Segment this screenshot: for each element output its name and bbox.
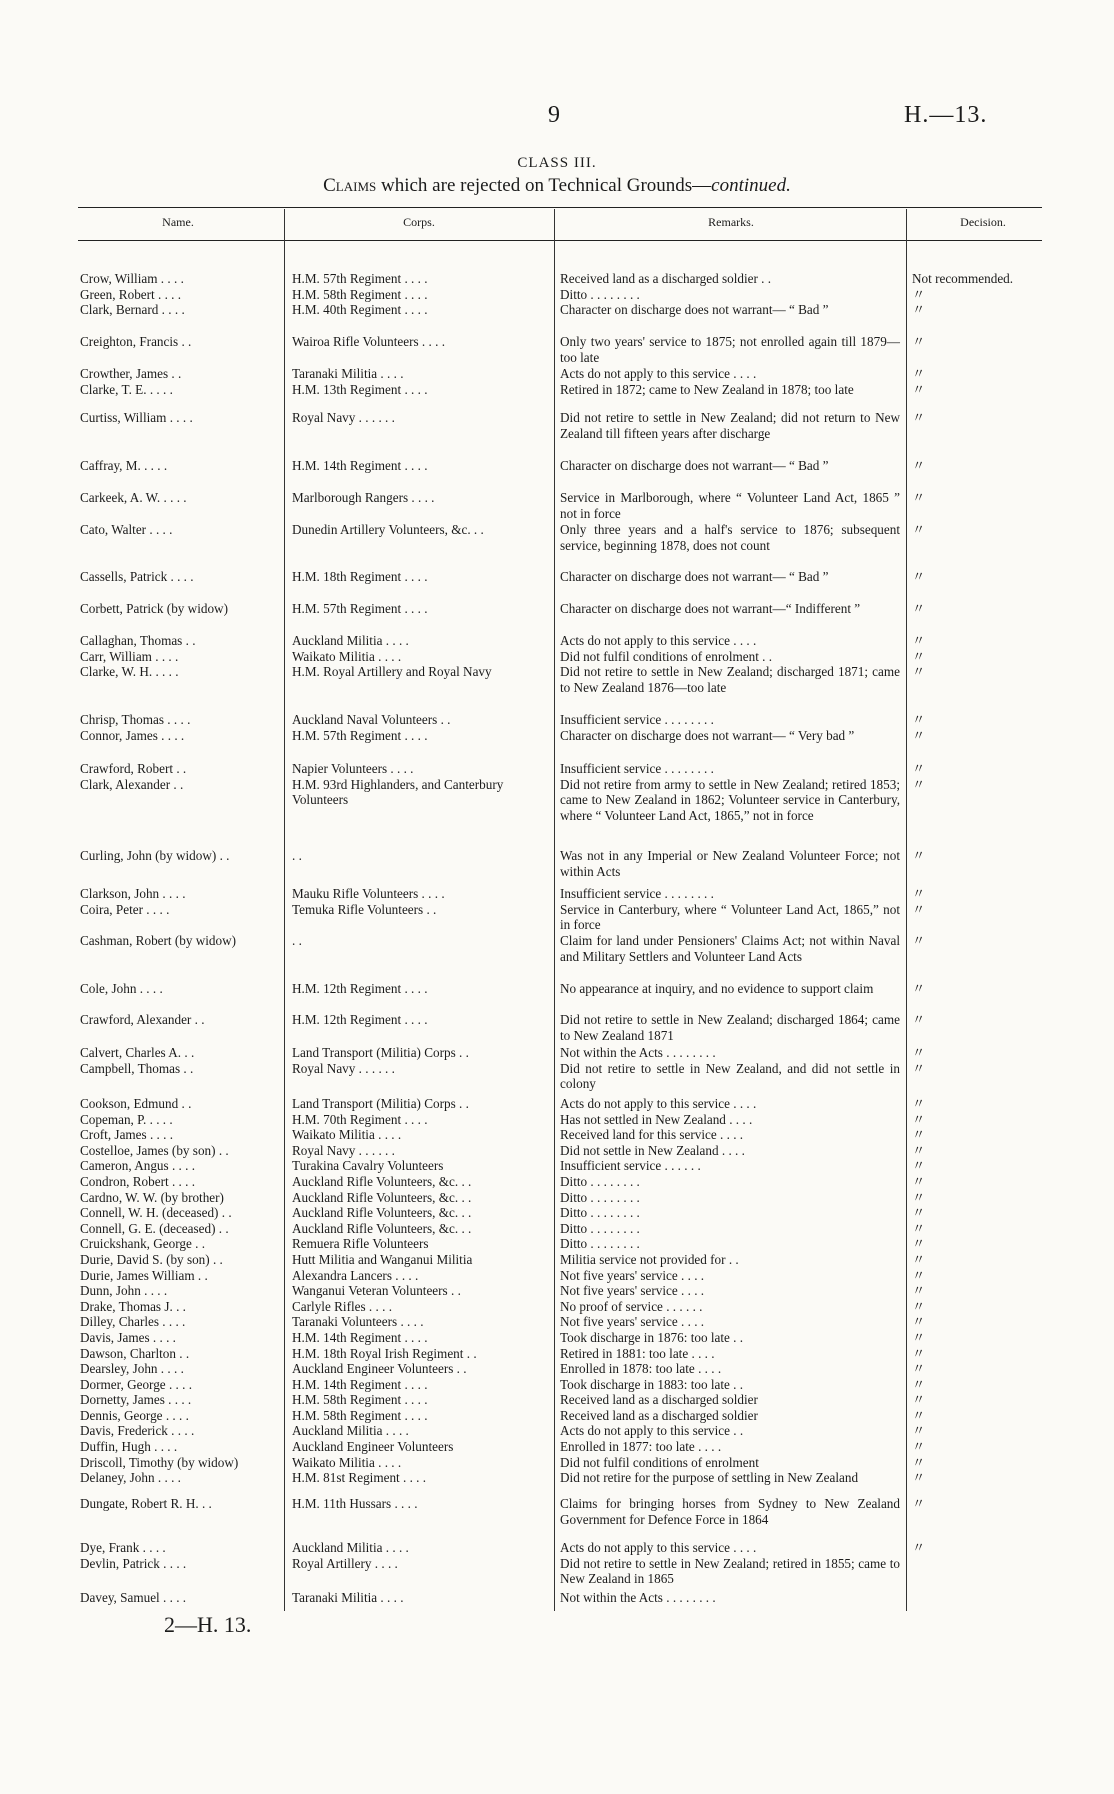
cell-decision: 〃 <box>912 522 926 537</box>
cell-corps: H.M. 57th Regiment . . . . <box>292 601 428 616</box>
column-header-corps: Corps. <box>403 215 435 229</box>
cell-remarks: Claims for bringing horses from Sydney to New Zealand Government for Defence Force in 1864 <box>560 1496 900 1527</box>
column-header-remarks: Remarks. <box>708 215 754 229</box>
cell-remarks: Insufficient service . . . . . . . . Character on discharge does not warrant— “ Very bad ” <box>560 712 855 743</box>
cell-name: Crow, William . . . . Green, Robert . . . . Clark, Bernard . . . . <box>80 271 185 318</box>
class-title: CLASS III. <box>517 155 597 171</box>
cell-decision: 〃 〃 <box>912 712 926 743</box>
cell-corps: Wairoa Rifle Volunteers . . . . <box>292 334 446 349</box>
cell-decision: 〃 〃 〃 〃 〃 〃 〃 〃 〃 〃 〃 〃 〃 〃 〃 〃 〃 〃 〃 〃 〃 〃 〃 〃 〃 <box>912 1096 926 1486</box>
cell-name: Curling, John (by widow) . . <box>80 848 230 863</box>
cell-decision: 〃 〃 <box>912 761 926 792</box>
cell-remarks: Only three years and a half's service to 1876; subsequent service, beginning 1878, does not count <box>560 522 900 553</box>
cell-remarks: Character on discharge does not warrant— “ Bad ” <box>560 569 829 584</box>
cell-corps: H.M. 12th Regiment . . . . <box>292 1012 428 1027</box>
cell-name: Dye, Frank . . . . Devlin, Patrick . . . . <box>80 1540 187 1571</box>
cell-corps: H.M. 18th Regiment . . . . <box>292 569 428 584</box>
cell-decision: 〃 <box>912 848 926 863</box>
cell-name: Cato, Walter . . . . <box>80 522 173 537</box>
cell-remarks: Acts do not apply to this service . . . . Has not settled in New Zealand . . . . Received land for this service . . . . Did not settle in New Zealand . . . . Insufficient service . . . . . . Ditto . . . . . . . . Ditto . . . . . . . . Ditto . . . . . . . . Ditto . . . . . . . . Ditto . . . . . . . . Militia service not provided for . . Not five years' service . . . . Not five years' service . . . . No proof of service . . . . . . Not five years' service . . . . Took discharge in 1876: too late . . Retired in 1881: too late . . . . Enrolled in 1878: too late . . . . Took discharge in 1883: too late . . Received land as a discharged soldier Received land as a discharged soldier Acts do not apply to this service . . Enrolled in 1877: too late . . . . Did not fulfil conditions of enrolment Did not retire for the purpose of settling in New Zealand <box>560 1096 859 1486</box>
cell-decision: 〃 〃 <box>912 1045 926 1076</box>
cell-name: Calvert, Charles A. . . Campbell, Thomas . . <box>80 1045 195 1076</box>
cell-name: Crawford, Robert . . Clark, Alexander . . <box>80 761 187 792</box>
cell-decision: 〃 <box>912 933 926 948</box>
column-header-name: Name. <box>162 215 194 229</box>
cell-remarks: Character on discharge does not warrant—“ Indifferent ” <box>560 601 861 616</box>
cell-name: Crawford, Alexander . . <box>80 1012 205 1027</box>
cell-corps: Land Transport (Militia) Corps . . Royal Navy . . . . . . <box>292 1045 469 1076</box>
cell-corps: Auckland Militia . . . . Waikato Militia . . . . H.M. Royal Artillery and Royal Navy <box>292 633 492 680</box>
cell-corps: H.M. 12th Regiment . . . . <box>292 981 428 996</box>
cell-name: Curtiss, William . . . . <box>80 410 193 425</box>
cell-corps: Dunedin Artillery Volunteers, &c. . . <box>292 522 484 537</box>
cell-remarks: Not within the Acts . . . . . . . . <box>560 1590 716 1605</box>
cell-remarks: Only two years' service to 1875; not enrolled again till 1879—too late <box>560 334 900 365</box>
subtitle-italic: continued. <box>711 175 791 196</box>
cell-name: Davey, Samuel . . . . <box>80 1590 187 1605</box>
page-number: 9 <box>548 102 560 128</box>
cell-corps: Taranaki Militia . . . . <box>292 1590 404 1605</box>
cell-decision: 〃 <box>912 410 926 425</box>
cell-name: Chrisp, Thomas . . . . Connor, James . . . . <box>80 712 191 743</box>
cell-remarks: Claim for land under Pensioners' Claims Act; not within Naval and Military Settlers and Volunteer Land Acts <box>560 933 900 964</box>
cell-corps: Auckland Militia . . . . Royal Artillery . . . . <box>292 1540 409 1571</box>
cell-remarks: Received land as a discharged soldier . . Ditto . . . . . . . . Character on discharge does not warrant— “ Bad ” <box>560 271 829 318</box>
cell-corps: . . <box>292 933 302 948</box>
cell-decision: 〃 <box>912 458 926 473</box>
cell-decision: 〃 <box>912 981 926 996</box>
cell-name: Creighton, Francis . . <box>80 334 192 349</box>
cell-corps: . . <box>292 848 302 863</box>
cell-corps: Marlborough Rangers . . . . <box>292 490 435 505</box>
cell-remarks: No appearance at inquiry, and no evidence to support claim <box>560 981 874 996</box>
cell-decision: 〃 <box>912 334 926 349</box>
cell-remarks: Did not retire to settle in New Zealand; did not return to New Zealand till fifteen years after discharge <box>560 410 900 441</box>
document-reference: H.—13. <box>904 102 988 128</box>
cell-remarks: Insufficient service . . . . . . . . Did not retire from army to settle in New Zealand; retired 1853; came to New Zealand in 1862; Volunteer service in Canterbury, where “ Volunteer Land Act, 1865,” not in force <box>560 761 900 823</box>
cell-name: Cole, John . . . . <box>80 981 163 996</box>
cell-corps: H.M. 11th Hussars . . . . <box>292 1496 418 1511</box>
cell-name: Dungate, Robert R. H. . . <box>80 1496 212 1511</box>
cell-decision: 〃 〃 〃 <box>912 633 926 680</box>
cell-remarks: Acts do not apply to this service . . . . Did not retire to settle in New Zealand; retired in 1855; came to New Zealand in 1865 <box>560 1540 900 1587</box>
subtitle-smallcaps: Claims <box>323 175 377 196</box>
cell-remarks: Was not in any Imperial or New Zealand Volunteer Force; not within Acts <box>560 848 900 879</box>
subtitle-main: which are rejected on Technical Grounds— <box>376 175 712 196</box>
cell-decision: 〃 〃 <box>912 886 926 917</box>
cell-corps: Auckland Naval Volunteers . . H.M. 57th Regiment . . . . <box>292 712 451 743</box>
cell-name: Crowther, James . . Clarke, T. E. . . . . <box>80 366 182 397</box>
cell-name: Callaghan, Thomas . . Carr, William . . . . Clarke, W. H. . . . . <box>80 633 196 680</box>
cell-remarks: Service in Marlborough, where “ Volunteer Land Act, 1865 ” not in force <box>560 490 900 521</box>
cell-name: Cassells, Patrick . . . . <box>80 569 194 584</box>
cell-decision: Not recommended. 〃 〃 <box>912 271 1014 318</box>
cell-corps: Mauku Rifle Volunteers . . . . Temuka Rifle Volunteers . . <box>292 886 445 917</box>
cell-remarks: Acts do not apply to this service . . . . Did not fulfil conditions of enrolment . . Did not retire to settle in New Zealand; discharged 1871; came to New Zealand 1876—too late <box>560 633 900 695</box>
cell-corps: Land Transport (Militia) Corps . . H.M. 70th Regiment . . . . Waikato Militia . . . . Royal Navy . . . . . . Turakina Cavalry Volunteers Auckland Rifle Volunteers, &c. . . Auckland Rifle Volunteers, &c. . . Auckland Rifle Volunteers, &c. . . Auckland Rifle Volunteers, &c. . . Remuera Rifle Volunteers Hutt Militia and Wanganui Militia Alexandra Lancers . . . . Wanganui Veteran Volunteers . . Carlyle Rifles . . . . Taranaki Volunteers . . . . H.M. 14th Regiment . . . . H.M. 18th Royal Irish Regiment . . Auckland Engineer Volunteers . . H.M. 14th Regiment . . . . H.M. 58th Regiment . . . . H.M. 58th Regiment . . . . Auckland Militia . . . . Auckland Engineer Volunteers Waikato Militia . . . . H.M. 81st Regiment . . . . <box>292 1096 477 1486</box>
printer-signature: 2—H. 13. <box>164 1612 252 1637</box>
cell-remarks: Character on discharge does not warrant— “ Bad ” <box>560 458 829 473</box>
cell-remarks: Did not retire to settle in New Zealand; discharged 1864; came to New Zealand 1871 <box>560 1012 900 1043</box>
cell-corps: H.M. 14th Regiment . . . . <box>292 458 428 473</box>
cell-decision: 〃 <box>912 490 926 505</box>
cell-name: Cashman, Robert (by widow) <box>80 933 237 948</box>
cell-name: Caffray, M. . . . . <box>80 458 168 473</box>
cell-decision: 〃 〃 <box>912 366 926 397</box>
cell-corps: Royal Navy . . . . . . <box>292 410 395 425</box>
cell-remarks: Not within the Acts . . . . . . . . Did not retire to settle in New Zealand, and did not settle in colony <box>560 1045 900 1092</box>
cell-decision: 〃 <box>912 1012 926 1027</box>
cell-name: Clarkson, John . . . . Coira, Peter . . . . <box>80 886 186 917</box>
cell-name: Corbett, Patrick (by widow) <box>80 601 228 616</box>
cell-corps: H.M. 57th Regiment . . . . H.M. 58th Regiment . . . . H.M. 40th Regiment . . . . <box>292 271 428 318</box>
cell-decision: 〃 <box>912 601 926 616</box>
column-header-decision: Decision. <box>960 215 1006 229</box>
cell-corps: Taranaki Militia . . . . H.M. 13th Regiment . . . . <box>292 366 428 397</box>
cell-corps: Napier Volunteers . . . . H.M. 93rd Highlanders, and Canterbury Volunteers <box>292 761 504 808</box>
cell-name: Cookson, Edmund . . Copeman, P. . . . . Croft, James . . . . Costelloe, James (by son) . . Cameron, Angus . . . . Condron, Robert . . . . Cardno, W. W. (by brother) Connell, W. H. (deceased) . . Connell, G. E. (deceased) . . Cruickshank, George . . Durie, David S. (by son) . . Durie, James William . . Dunn, John . . . . Drake, Thomas J. . . Dilley, Charles . . . . Davis, James . . . . Dawson, Charlton . . Dearsley, John . . . . Dormer, George . . . . Dornetty, James . . . . Dennis, George . . . . Davis, Frederick . . . . Duffin, Hugh . . . . Driscoll, Timothy (by widow) Delaney, John . . . . <box>80 1096 239 1486</box>
cell-decision: 〃 <box>912 569 926 584</box>
cell-remarks: Insufficient service . . . . . . . . Service in Canterbury, where “ Volunteer Land Act, 1865,” not in force <box>560 886 900 933</box>
cell-name: Carkeek, A. W. . . . . <box>80 490 187 505</box>
cell-decision: 〃 <box>912 1540 926 1555</box>
cell-decision: 〃 <box>912 1496 926 1511</box>
cell-remarks: Acts do not apply to this service . . . . Retired in 1872; came to New Zealand in 1878; too late <box>560 366 854 397</box>
